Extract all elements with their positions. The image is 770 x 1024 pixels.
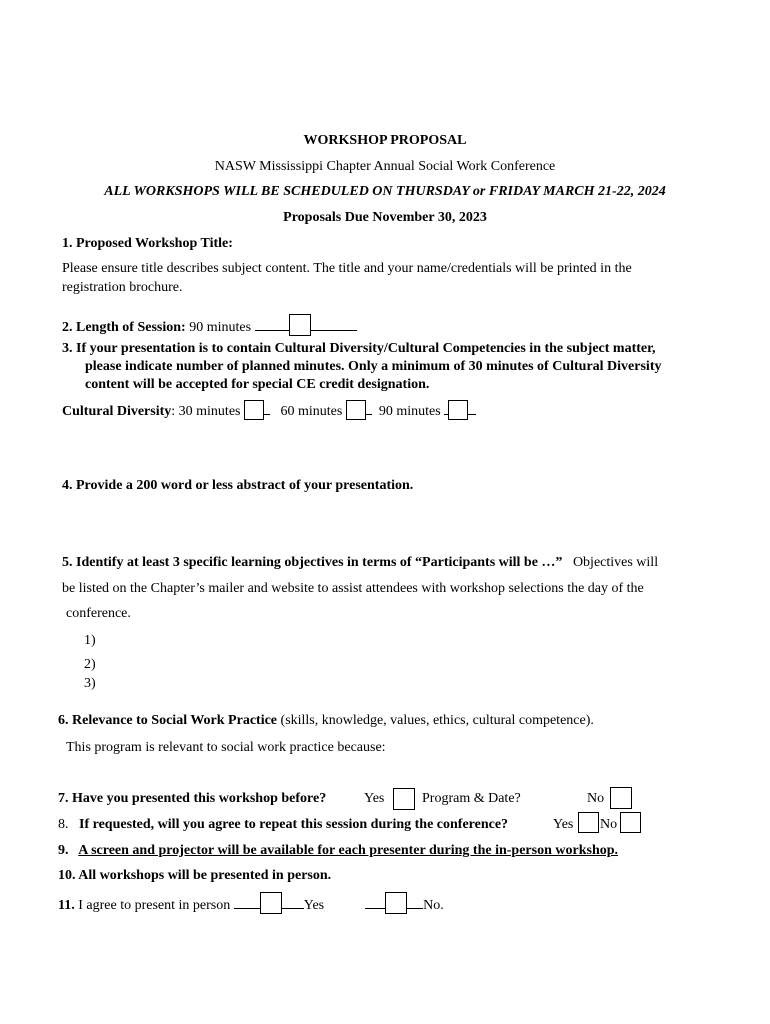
- q11-label: I agree to present in person: [78, 898, 231, 913]
- q7-yes-checkbox[interactable]: [393, 788, 415, 810]
- q3-line3: content will be accepted for special CE credit designation.: [85, 377, 430, 392]
- objective-3: 3): [84, 676, 96, 691]
- q2-blank-after: [311, 318, 357, 331]
- q8-no-label: No: [600, 817, 618, 832]
- q5-row: [62, 554, 658, 571]
- cd-30-blank: [264, 402, 270, 415]
- q5-line3: conference.: [66, 606, 131, 621]
- conference-name: NASW Mississippi Chapter Annual Social Work Conference: [214, 159, 556, 174]
- q5-label: 5. Identify at least 3 specific learning objectives in terms of “Participants will be …”: [62, 555, 563, 570]
- q7-program-date: Program & Date?: [422, 791, 521, 806]
- objective-2: 2): [84, 657, 96, 672]
- q10-label: 10. All workshops will be presented in person.: [58, 868, 332, 883]
- cd-30-checkbox[interactable]: [244, 400, 264, 420]
- q7-label: 7. Have you presented this workshop before?: [58, 791, 327, 806]
- cd-30-label: : 30 minutes: [171, 404, 241, 419]
- q5-line2: be listed on the Chapter’s mailer and website to assist attendees with workshop selections the day of the: [62, 581, 644, 596]
- schedule-notice: ALL WORKSHOPS WILL BE SCHEDULED ON THURSDAY or FRIDAY MARCH 21-22, 2024: [104, 184, 666, 199]
- cd-90-blank: [468, 402, 476, 415]
- q8-number: 8: [58, 817, 65, 832]
- q11-no-blank-post: [407, 896, 423, 909]
- q2-row: [62, 314, 357, 336]
- q6-label: 6. Relevance to Social Work Practice: [58, 713, 278, 728]
- objective-1: 1): [84, 633, 96, 648]
- q11-yes-blank-post: [282, 896, 304, 909]
- q3-line2: please indicate number of planned minutes. Only a minimum of 30 minutes of Cultural Diversity: [85, 359, 662, 374]
- q4-label: 4. Provide a 200 word or less abstract of your presentation.: [62, 478, 414, 493]
- q11-number: 11.: [58, 898, 75, 913]
- q8-no-checkbox[interactable]: [620, 812, 641, 833]
- cd-60-checkbox[interactable]: [346, 400, 366, 420]
- form-title: WORKSHOP PROPOSAL: [303, 133, 467, 148]
- q11-yes-blank-pre: [234, 896, 260, 909]
- q2-option-90: 90 minutes: [189, 320, 252, 335]
- q11-no-blank-pre: [365, 896, 385, 909]
- q2-blank: [255, 318, 289, 331]
- q8-yes-label: Yes: [553, 817, 574, 832]
- q7-yes-label: Yes: [364, 791, 385, 806]
- q11-no-label: No.: [423, 898, 444, 913]
- q8-row: 8. If requested, will you agree to repeat this session during the conference?: [58, 817, 509, 832]
- q11-no-checkbox[interactable]: [385, 892, 407, 914]
- q6-line2: This program is relevant to social work practice because:: [66, 740, 386, 755]
- cd-90-label: 90 minutes: [378, 404, 441, 419]
- q7-no-label: No: [587, 791, 605, 806]
- q3-cultural-diversity-row: [62, 400, 476, 420]
- q1-label: 1. Proposed Workshop Title:: [62, 236, 233, 251]
- q11-yes-checkbox[interactable]: [260, 892, 282, 914]
- q6-paren: (skills, knowledge, values, ethics, cultural competence).: [280, 713, 594, 728]
- q11-yes-label: Yes: [303, 898, 325, 913]
- q8-label: If requested, will you agree to repeat this session during the conference?: [79, 817, 509, 832]
- cd-90-checkbox[interactable]: [448, 400, 468, 420]
- q1-note-line1: Please ensure title describes subject content. The title and your name/credentials will be printed in the: [62, 261, 632, 276]
- q3-line1: 3. If your presentation is to contain Cultural Diversity/Cultural Competencies in the subject matter,: [62, 341, 656, 356]
- q7-no-checkbox[interactable]: [610, 787, 632, 809]
- q11-row: [58, 892, 444, 914]
- q8-yes-checkbox[interactable]: [578, 812, 599, 833]
- q5-tail: Objectives will: [572, 555, 659, 570]
- q9-label: A screen and projector will be available for each presenter during the in-person workshop.: [78, 843, 619, 858]
- cd-60-blank: [366, 402, 372, 415]
- q2-90-checkbox[interactable]: [289, 314, 311, 336]
- q1-note-line2: registration brochure.: [62, 280, 183, 295]
- q9-row: [58, 842, 618, 859]
- due-date: Proposals Due November 30, 2023: [283, 210, 487, 225]
- q9-number: 9.: [58, 843, 69, 858]
- q2-label: 2. Length of Session:: [62, 320, 186, 335]
- cd-60-label: 60 minutes: [280, 404, 343, 419]
- cultural-diversity-label: Cultural Diversity: [62, 404, 172, 419]
- q6-row: [58, 712, 594, 729]
